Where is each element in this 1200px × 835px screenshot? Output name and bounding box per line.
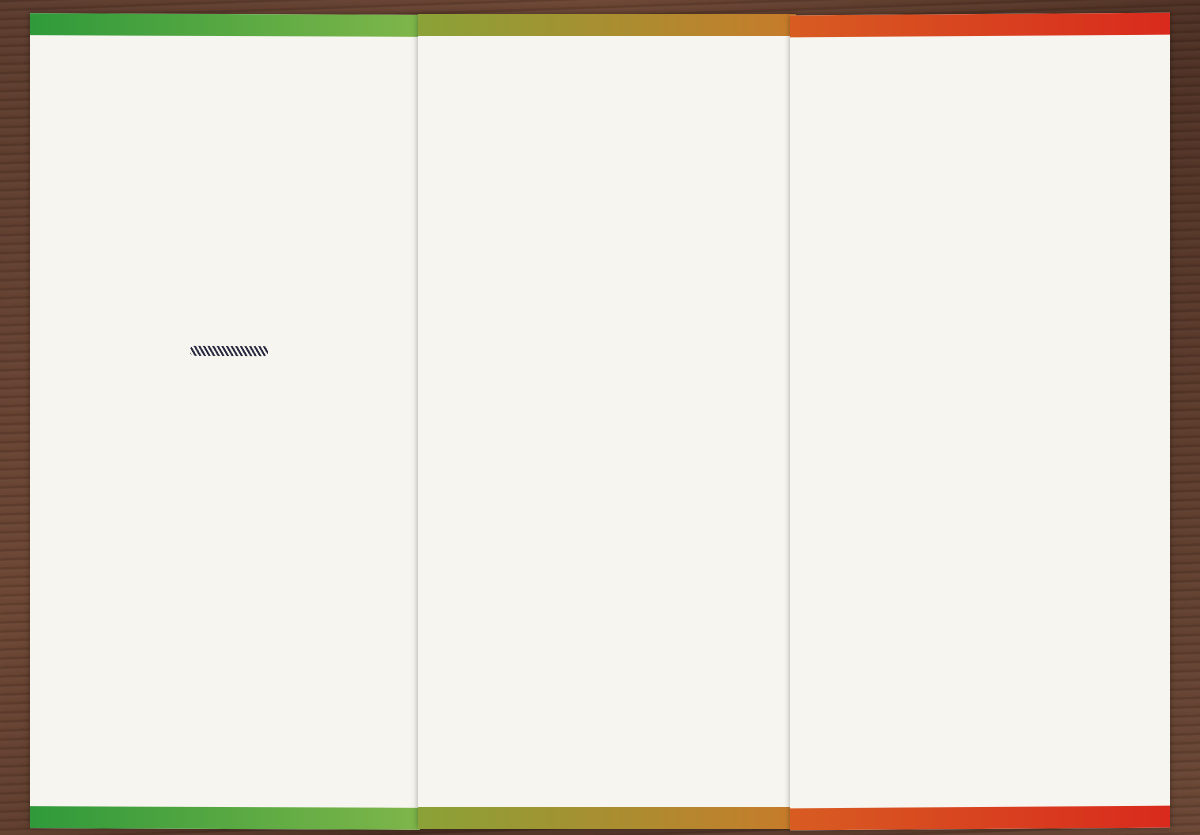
panel-bottom-band: [790, 806, 1170, 831]
scribbled-out-text: [190, 346, 268, 356]
panel-right-content: [790, 35, 1170, 809]
panel-middle-content: [418, 36, 796, 807]
panel-bottom-band: [418, 807, 796, 829]
panel-left-content: [30, 35, 420, 808]
panel-bottom-band: [30, 806, 420, 830]
menu-panel-right: [790, 13, 1170, 831]
panel-top-band: [30, 13, 420, 37]
menu-panel-left: [30, 13, 420, 830]
menu-panel-middle: [418, 14, 796, 829]
panel-top-band: [790, 13, 1170, 38]
trifold-menu: [30, 14, 1170, 829]
panel-top-band: [418, 14, 796, 36]
